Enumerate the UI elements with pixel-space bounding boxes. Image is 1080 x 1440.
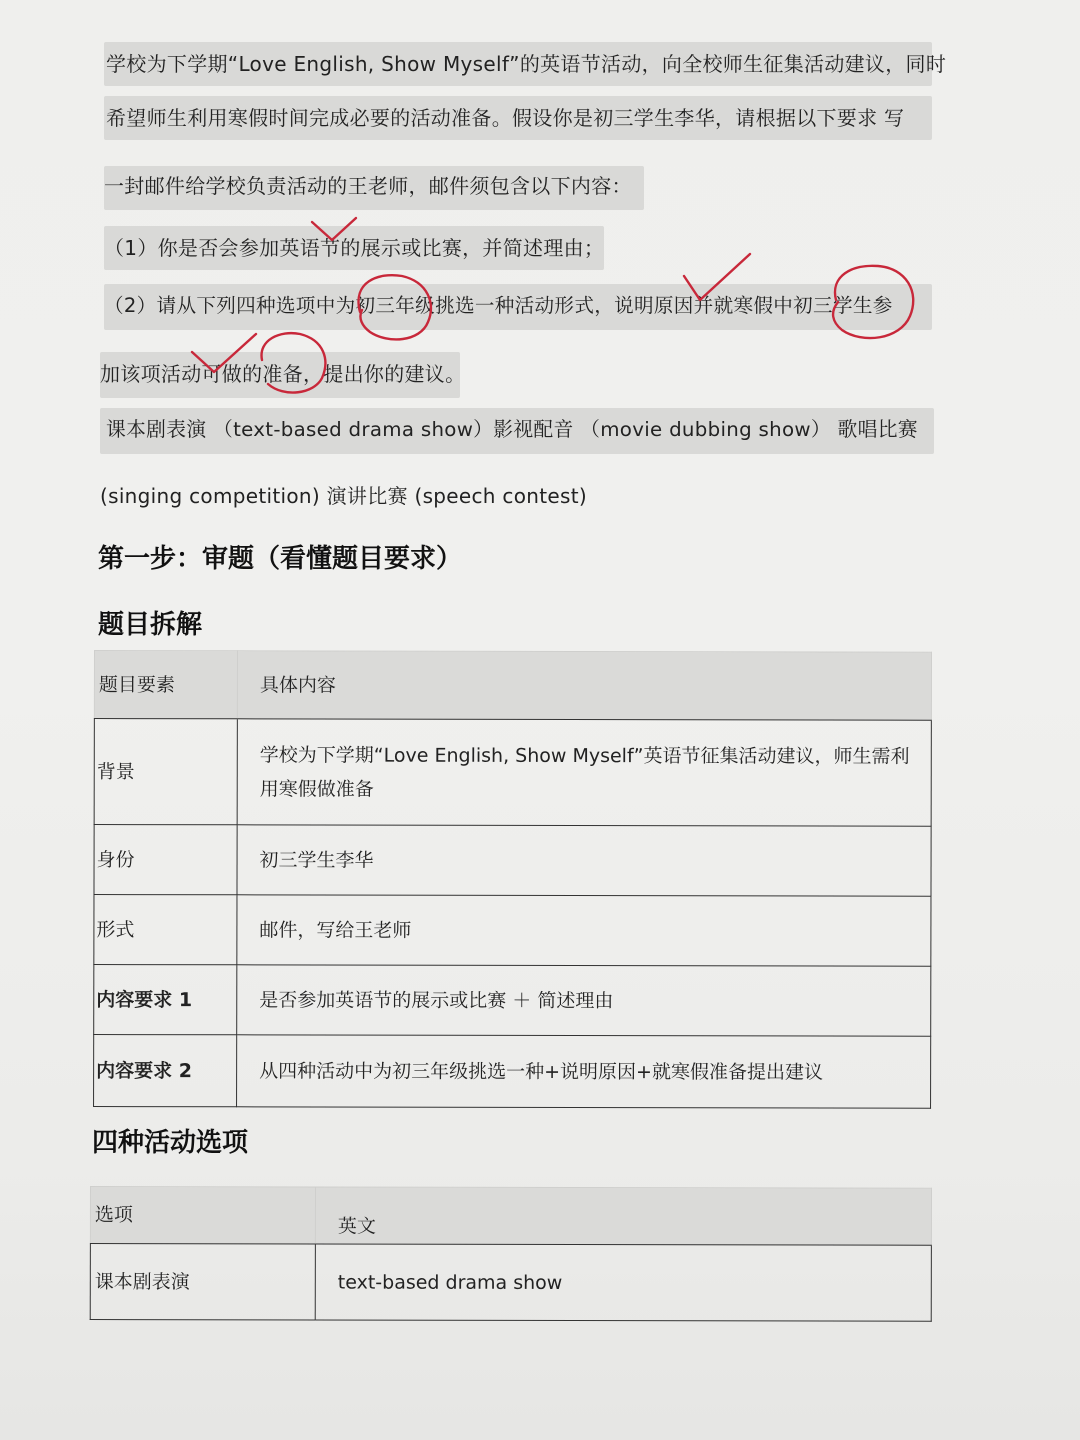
breakdown-table <box>93 650 932 1109</box>
row-label: 形式 <box>94 895 237 965</box>
row-content: 从四种活动中为初三年级挑选一种+说明原因+就寒假准备提出建议 <box>237 1035 931 1108</box>
option-english: text-based drama show <box>315 1244 931 1321</box>
row-content: 学校为下学期“Love English, Show Myself”英语节征集活动建议，师生需利用寒假做准备 <box>237 719 931 826</box>
prompt-line: 课本剧表演 （text-based drama show）影视配音 （movie dubbing show） 歌唱比赛 <box>106 418 918 441</box>
column-header: 英文 <box>315 1187 931 1245</box>
row-content: 邮件，写给王老师 <box>237 895 931 966</box>
table-header-row <box>94 651 931 721</box>
step-heading: 第一步：审题（看懂题目要求） <box>98 544 463 574</box>
column-header: 题目要素 <box>94 651 237 719</box>
table-row <box>94 825 931 897</box>
options-heading: 四种活动选项 <box>92 1128 249 1158</box>
table-row <box>94 895 931 967</box>
prompt-line: 加该项活动可做的准备，提出你的建议。 <box>100 362 466 386</box>
prompt-line: (singing competition) 演讲比赛 (speech contest) <box>100 484 587 508</box>
row-label: 背景 <box>94 719 237 825</box>
row-label: 内容要求 2 <box>94 1035 237 1107</box>
prompt-line: 一封邮件给学校负责活动的王老师，邮件须包含以下内容： <box>104 174 632 198</box>
column-header: 选项 <box>90 1187 315 1244</box>
options-table <box>90 1186 932 1322</box>
prompt-line: 希望师生利用寒假时间完成必要的活动准备。假设你是初三学生李华，请根据以下要求 写 <box>106 106 905 130</box>
table-row <box>94 719 931 827</box>
table-row <box>94 965 931 1037</box>
table-header-row <box>90 1187 931 1246</box>
breakdown-heading: 题目拆解 <box>98 610 203 640</box>
row-label: 身份 <box>94 825 237 895</box>
table-row <box>90 1244 931 1322</box>
option-name: 课本剧表演 <box>90 1244 315 1320</box>
row-content: 是否参加英语节的展示或比赛 ＋ 简述理由 <box>237 965 931 1036</box>
row-content: 初三学生李华 <box>237 825 931 896</box>
prompt-line: （1）你是否会参加英语节的展示或比赛，并简述理由； <box>104 236 605 260</box>
prompt-line: 学校为下学期“Love English, Show Myself”的英语节活动，向全校师生征集活动建议，同时 <box>106 52 947 76</box>
row-label: 内容要求 1 <box>94 965 237 1035</box>
table-row <box>94 1035 931 1109</box>
column-header: 具体内容 <box>237 651 931 720</box>
prompt-line: （2）请从下列四种选项中为初三年级挑选一种活动形式，说明原因并就寒假中初三学生参 <box>104 294 893 317</box>
